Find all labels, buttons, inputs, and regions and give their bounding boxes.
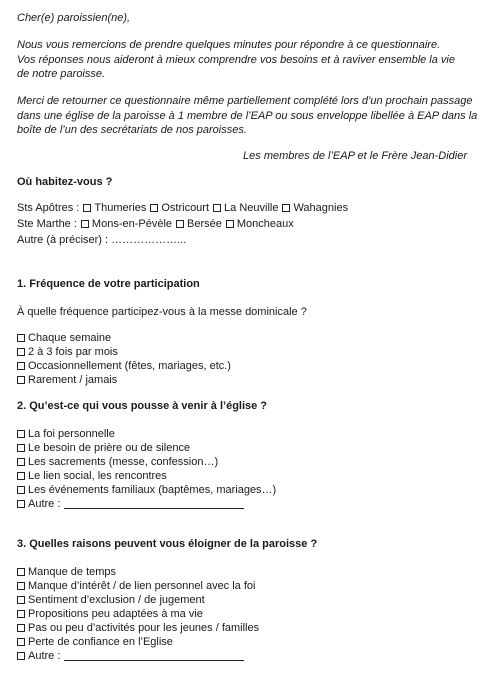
q1-option-row[interactable] — [17, 331, 111, 345]
option-label: La Neuville — [224, 202, 279, 214]
checkbox[interactable] — [17, 638, 25, 646]
q3-title: 3. Quelles raisons peuvent vous éloigner de la paroisse ? — [17, 538, 318, 550]
checkbox[interactable] — [17, 334, 25, 342]
option-label: Manque de temps — [28, 566, 117, 578]
q3-option-row[interactable] — [17, 593, 205, 607]
option-label: La foi personnelle — [28, 428, 115, 440]
checkbox[interactable] — [17, 568, 25, 576]
checkbox[interactable] — [17, 472, 25, 480]
option-label: Wahagnies — [293, 202, 349, 214]
checkbox[interactable] — [17, 582, 25, 590]
option-label: Les événements familiaux (baptêmes, mariages…) — [28, 484, 277, 496]
checkbox[interactable] — [17, 610, 25, 618]
checkbox-bersee[interactable] — [176, 220, 184, 228]
location-other-field[interactable]: Autre (à préciser) : ………………... — [17, 234, 187, 246]
option-label: 2 à 3 fois par mois — [28, 346, 118, 358]
option-label: Chaque semaine — [28, 332, 112, 344]
location-line-1 — [17, 201, 348, 215]
q3-other-row[interactable] — [17, 649, 244, 663]
checkbox[interactable] — [17, 624, 25, 632]
parish-ste-marthe-label: Ste Marthe : — [17, 218, 77, 230]
parish-sts-apotres-label: Sts Apôtres : — [17, 202, 80, 214]
option-label: Perte de confiance en l’Eglise — [28, 636, 173, 648]
location-line-2 — [17, 217, 294, 231]
checkbox-la-neuville[interactable] — [213, 204, 221, 212]
checkbox-thumeries[interactable] — [83, 204, 91, 212]
q1-prompt: À quelle fréquence participez-vous à la messe dominicale ? — [17, 306, 307, 318]
checkbox[interactable] — [17, 486, 25, 494]
q3-option-row[interactable] — [17, 607, 203, 621]
checkbox[interactable] — [17, 430, 25, 438]
q1-title: 1. Fréquence de votre participation — [17, 278, 200, 290]
checkbox-mons-en-pevele[interactable] — [81, 220, 89, 228]
q3-option-row[interactable] — [17, 635, 173, 649]
q2-option-row[interactable] — [17, 469, 167, 483]
salutation: Cher(e) paroissien(ne), — [17, 12, 131, 24]
checkbox-ostricourt[interactable] — [150, 204, 158, 212]
checkbox-wahagnies[interactable] — [282, 204, 290, 212]
option-label: Autre : — [28, 498, 61, 510]
checkbox[interactable] — [17, 362, 25, 370]
q2-other-input[interactable] — [64, 499, 244, 509]
q2-option-row[interactable] — [17, 455, 218, 469]
option-label: Bersée — [187, 218, 222, 230]
intro-paragraph-2: Merci de retourner ce questionnaire même partiellement complété lors d’un prochain passage dans une église de la paroisse à 1 membre de l’EAP ou sous enveloppe libellée à EAP dans la boîte de l’un des secrétariats de nos paroisses. — [17, 95, 478, 136]
option-label: Mons-en-Pévèle — [91, 218, 173, 230]
q3-option-row[interactable] — [17, 565, 116, 579]
checkbox[interactable] — [17, 596, 25, 604]
option-label: Propositions peu adaptées à ma vie — [28, 608, 203, 620]
checkbox[interactable] — [17, 348, 25, 356]
checkbox[interactable] — [17, 500, 25, 508]
intro-paragraph-1: Nous vous remercions de prendre quelques minutes pour répondre à ce questionnaire. Vos réponses nous aideront à mieux comprendre vos besoins et à raviver ensemble la vie de notre paroisse. — [17, 39, 455, 80]
checkbox[interactable] — [17, 652, 25, 660]
q3-other-input[interactable] — [64, 651, 244, 661]
location-question: Où habitez-vous ? — [17, 176, 113, 188]
option-label: Ostricourt — [161, 202, 210, 214]
q2-option-row[interactable] — [17, 483, 276, 497]
option-label: Autre : — [28, 650, 61, 662]
q3-option-row[interactable] — [17, 621, 259, 635]
option-label: Le besoin de prière ou de silence — [28, 442, 191, 454]
option-label: Le lien social, les rencontres — [28, 470, 167, 482]
checkbox[interactable] — [17, 458, 25, 466]
option-label: Pas ou peu d’activités pour les jeunes / familles — [28, 622, 260, 634]
checkbox[interactable] — [17, 444, 25, 452]
option-label: Sentiment d’exclusion / de jugement — [28, 594, 205, 606]
option-label: Manque d’intérêt / de lien personnel avec la foi — [28, 580, 256, 592]
q3-option-row[interactable] — [17, 579, 255, 593]
q2-option-row[interactable] — [17, 427, 115, 441]
checkbox-moncheaux[interactable] — [226, 220, 234, 228]
q2-option-row[interactable] — [17, 441, 190, 455]
q1-option-row[interactable] — [17, 373, 117, 387]
option-label: Occasionnellement (fêtes, mariages, etc.) — [28, 360, 231, 372]
option-label: Moncheaux — [236, 218, 294, 230]
checkbox[interactable] — [17, 376, 25, 384]
q2-other-row[interactable] — [17, 497, 244, 511]
q1-option-row[interactable] — [17, 359, 231, 373]
q2-title: 2. Qu’est-ce qui vous pousse à venir à l’église ? — [17, 400, 268, 412]
option-label: Rarement / jamais — [28, 374, 118, 386]
signature: Les membres de l’EAP et le Frère Jean-Didier — [243, 150, 467, 162]
option-label: Les sacrements (messe, confession…) — [28, 456, 219, 468]
q1-option-row[interactable] — [17, 345, 118, 359]
option-label: Thumeries — [94, 202, 147, 214]
